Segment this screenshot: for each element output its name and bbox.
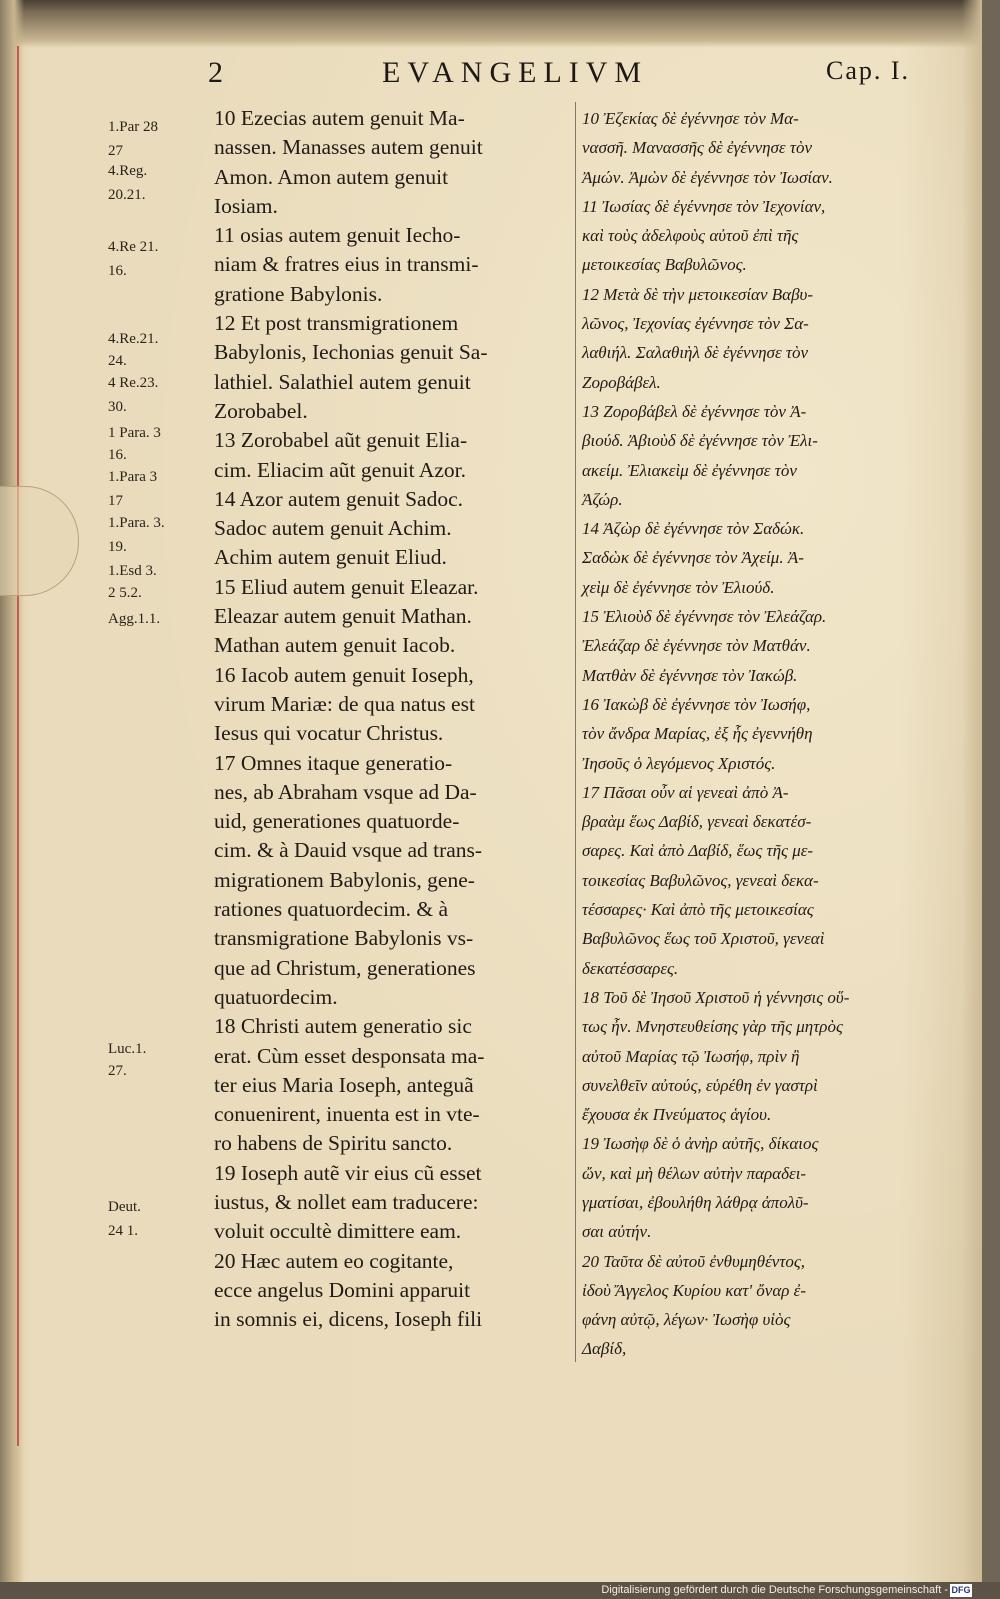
greek-line: 13 Ζοροβάβελ δὲ ἐγέννησε τὸν Ἀ- (582, 401, 807, 421)
greek-line: ἰδοὺ Ἄγγελος Κυρίου κατ' ὄναρ ἐ- (582, 1280, 807, 1300)
margin-reference: 16. (108, 263, 127, 279)
latin-line: uid, generationes quatuorde- (214, 809, 460, 834)
latin-line: que ad Christum, generationes (214, 955, 476, 980)
page-tab-notch (0, 486, 79, 596)
latin-line: nes, ab Abraham vsque ad Da- (214, 779, 477, 804)
greek-line: Ζοροβάβελ. (582, 372, 661, 392)
greek-line: συνελθεῖν αὐτούς, εὑρέθη ἐν γαστρὶ (582, 1075, 818, 1095)
greek-line: ὤν, καὶ μὴ θέλων αὐτὴν παραδει- (582, 1163, 807, 1183)
latin-line: 16 Iacob autem genuit Ioseph, (214, 662, 474, 687)
greek-line: 10 Ἐζεκίας δὲ ἐγέννησε τὸν Μα- (582, 109, 799, 128)
greek-line: βραὰμ ἕως Δαβίδ, γενεαὶ δεκατέσ- (582, 812, 812, 832)
greek-line: τέσσαρες· Καὶ ἀπὸ τῆς μετοικεσίας (582, 900, 814, 920)
greek-line: 14 Ἀζὼρ δὲ ἐγέννησε τὸν Σαδώκ. (582, 519, 805, 539)
greek-line: καὶ τοὺς ἀδελφοὺς αὐτοῦ ἐπὶ τῆς (582, 226, 799, 246)
greek-line: τως ἦν. Μνηστευθείσης γὰρ τῆς μητρὸς (582, 1017, 843, 1037)
margin-reference: 30. (108, 399, 127, 415)
latin-line: cim. & à Dauid vsque ad trans- (214, 838, 483, 863)
latin-line: 17 Omnes itaque generatio- (214, 750, 453, 775)
latin-line: 15 Eliud autem genuit Eleazar. (214, 574, 479, 599)
latin-line: rationes quatuordecim. & à (214, 897, 449, 922)
page-edge-shadow (962, 0, 982, 1582)
latin-line: Achim autem genuit Eliud. (214, 545, 447, 570)
binding-shadow-left (0, 0, 24, 1582)
latin-line: transmigratione Babylonis vs- (214, 926, 474, 951)
latin-line: nassen. Manasses autem genuit (214, 135, 483, 160)
greek-line: 19 Ἰωσὴφ δὲ ὁ ἀνὴρ αὐτῆς, δίκαιος (582, 1134, 819, 1154)
greek-line: χεὶμ δὲ ἐγέννησε τὸν Ἐλιούδ. (582, 577, 775, 597)
greek-line: Σαδὼκ δὲ ἐγέννησε τὸν Ἀχείμ. Ἀ- (582, 548, 804, 568)
greek-line: Ἐλεάζαρ δὲ ἐγέννησε τὸν Ματθάν. (582, 636, 811, 656)
latin-line: ter eius Maria Ioseph, anteguã (214, 1072, 474, 1097)
latin-column (214, 104, 564, 1334)
binding-shadow-top (0, 0, 982, 48)
margin-reference: 4 Re.23. (108, 375, 159, 391)
latin-line: lathiel. Salathiel autem genuit (214, 369, 471, 394)
chapter-heading: Cap. I. (826, 56, 911, 85)
greek-line: 15 Ἐλιοὺδ δὲ ἐγέννησε τὸν Ἐλεάζαρ. (582, 607, 827, 627)
latin-line: voluit occultè dimittere eam. (214, 1219, 462, 1244)
latin-line: 14 Azor autem genuit Sadoc. (214, 486, 463, 511)
latin-line: ro habens de Spiritu sancto. (214, 1131, 453, 1156)
latin-line: migrationem Babylonis, gene- (214, 867, 475, 892)
greek-line: 20 Ταῦτα δὲ αὐτοῦ ἐνθυμηθέντος, (582, 1251, 806, 1271)
greek-line: σαρες. Καὶ ἀπὸ Δαβίδ, ἕως τῆς με- (582, 841, 814, 861)
greek-line: λῶνος, Ἰεχονίας ἐγέννησε τὸν Σα- (582, 314, 809, 334)
latin-line: gratione Babylonis. (214, 281, 383, 306)
margin-reference: 27. (108, 1063, 127, 1079)
greek-line: Ματθὰν δὲ ἐγέννησε τὸν Ἰακώβ. (582, 665, 798, 685)
greek-line: Ἀζώρ. (582, 489, 623, 509)
greek-line: 17 Πᾶσαι οὖν αἱ γενεαὶ ἀπὸ Ἀ- (582, 782, 789, 802)
latin-line: ecce angelus Domini apparuit (214, 1277, 471, 1302)
latin-line: Iosiam. (214, 193, 278, 218)
latin-line: cim. Eliacim aũt genuit Azor. (214, 457, 466, 482)
margin-reference: 4.Re.21. (108, 331, 159, 347)
greek-line: γματίσαι, ἐβουλήθη λάθρᾳ ἀπολῦ- (582, 1192, 809, 1212)
greek-line: 12 Μετὰ δὲ τὴν μετοικεσίαν Βαβυ- (582, 284, 813, 304)
greek-line: δεκατέσσαρες. (582, 958, 679, 978)
column-divider (575, 102, 576, 1362)
latin-line: quatuordecim. (214, 984, 338, 1009)
latin-line: Zorobabel. (214, 398, 308, 423)
margin-reference: 20.21. (108, 187, 146, 203)
latin-line: Babylonis, Iechonias genuit Sa- (214, 340, 488, 365)
margin-reference: 17 (108, 493, 123, 509)
margin-reference: 16. (108, 447, 127, 463)
latin-line: 18 Christi autem generatio sic (214, 1014, 472, 1039)
page-number: 2 (208, 56, 223, 89)
greek-line: σαι αὐτήν. (582, 1222, 652, 1242)
latin-line: Amon. Amon autem genuit (214, 164, 449, 189)
latin-line: Eleazar autem genuit Mathan. (214, 604, 472, 629)
latin-line: 20 Hæc autem eo cogitante, (214, 1248, 454, 1273)
margin-reference: Deut. (108, 1199, 141, 1215)
greek-line: λαθιήλ. Σαλαθιὴλ δὲ ἐγέννησε τὸν (582, 343, 809, 363)
latin-line: 11 osias autem genuit Iecho- (214, 223, 461, 248)
margin-reference: 1.Para. 3. (108, 515, 165, 531)
greek-line: ακείμ. Ἐλιακεὶμ δὲ ἐγέννησε τὸν (582, 460, 797, 480)
greek-line: τοικεσίας Βαβυλῶνος, γενεαὶ δεκα- (582, 870, 819, 890)
greek-line: Ἀμών. Ἀμὼν δὲ ἐγέννησε τὸν Ἰωσίαν. (582, 167, 833, 187)
digitization-credit: Digitalisierung gefördert durch die Deutsche Forschungsgemeinschaft - (601, 1584, 948, 1596)
margin-reference: 1.Esd 3. (108, 563, 157, 579)
latin-line: 19 Ioseph autẽ vir eius cũ esset (214, 1160, 482, 1185)
margin-reference: 4.Reg. (108, 163, 148, 179)
margin-reference: 1.Para 3 (108, 469, 158, 485)
latin-line: in somnis ei, dicens, Ioseph fili (214, 1307, 483, 1332)
margin-reference: 1.Par 28 (108, 119, 158, 135)
greek-line: βιούδ. Ἀβιοὺδ δὲ ἐγέννησε τὸν Ἐλι- (582, 431, 818, 451)
latin-line: niam & fratres eius in transmi- (214, 252, 479, 277)
greek-line: νασσῆ. Μανασσῆς δὲ ἐγέννησε τὸν (582, 138, 813, 158)
margin-reference: 1 Para. 3 (108, 425, 161, 441)
margin-reference: 19. (108, 539, 127, 555)
greek-line: τὸν ἄνδρα Μαρίας, ἐξ ἧς ἐγεννήθη (582, 724, 813, 744)
latin-line: Sadoc autem genuit Achim. (214, 516, 452, 541)
greek-line: μετοικεσίας Βαβυλῶνος. (582, 255, 747, 275)
latin-line: virum Mariæ: de qua natus est (214, 691, 475, 716)
running-title: EVANGELIVM (382, 56, 649, 89)
margin-reference: 24. (108, 353, 127, 369)
greek-line: 18 Τοῦ δὲ Ἰησοῦ Χριστοῦ ἡ γέννησις οὕ- (582, 987, 850, 1007)
latin-line: iustus, & nollet eam traducere: (214, 1189, 479, 1214)
greek-line: 11 Ἰωσίας δὲ ἐγέννησε τὸν Ἰεχονίαν, (582, 196, 826, 216)
latin-line: erat. Cùm esset desponsata ma- (214, 1043, 485, 1068)
greek-column (582, 104, 954, 1364)
margin-reference: 24 1. (108, 1223, 138, 1239)
greek-line: Βαβυλῶνος ἕως τοῦ Χριστοῦ, γενεαὶ (582, 929, 825, 949)
greek-line: Ἰησοῦς ὁ λεγόμενος Χριστός. (582, 753, 776, 773)
margin-reference: 4.Re 21. (108, 239, 159, 255)
latin-line: Mathan autem genuit Iacob. (214, 633, 456, 658)
margin-reference: Agg.1.1. (108, 611, 161, 627)
latin-line: Iesus qui vocatur Christus. (214, 721, 444, 746)
latin-line: 12 Et post transmigrationem (214, 311, 459, 336)
latin-line: conuenirent, inuenta est in vte- (214, 1102, 480, 1127)
dfg-logo: DFG (951, 1585, 971, 1595)
margin-reference: Luc.1. (108, 1041, 147, 1057)
greek-line: ἔχουσα ἐκ Πνεύματος ἁγίου. (582, 1105, 772, 1125)
red-margin-rule (17, 46, 19, 1446)
greek-line: φάνη αὐτῷ, λέγων· Ἰωσὴφ υἱὸς (582, 1310, 791, 1330)
margin-reference: 27 (108, 143, 123, 159)
latin-line: 10 Ezecias autem genuit Ma- (214, 106, 465, 130)
greek-line: αὐτοῦ Μαρίας τῷ Ἰωσήφ, πρὶν ἢ (582, 1046, 800, 1066)
greek-line: 16 Ἰακὼβ δὲ ἐγέννησε τὸν Ἰωσήφ, (582, 694, 811, 714)
margin-reference: 2 5.2. (108, 585, 142, 601)
latin-line: 13 Zorobabel aũt genuit Elia- (214, 428, 468, 453)
greek-line: Δαβίδ, (582, 1339, 627, 1359)
